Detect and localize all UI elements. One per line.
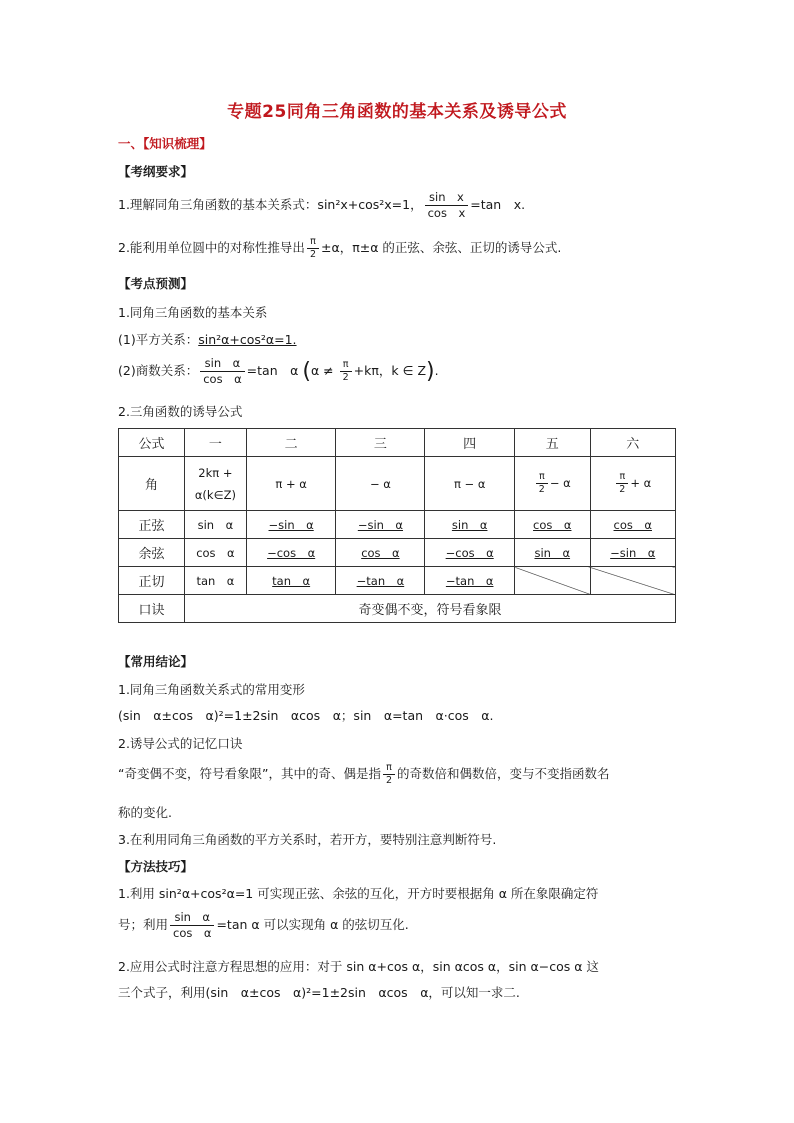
table-row-tangent [119, 567, 676, 595]
fraction-denominator: cos α [203, 372, 242, 386]
table-cell [425, 539, 515, 567]
quotient-condition: α ≠ [310, 363, 338, 378]
table-header-cell: 一 [185, 429, 247, 457]
table-cell: sin α [185, 511, 247, 539]
table-cell [336, 511, 425, 539]
answer-blank: −sin α [268, 517, 314, 532]
table-cell: − α [336, 457, 425, 511]
answer-blank: −sin α [610, 545, 656, 560]
conclusion-item-2: 2.诱导公式的记忆口诀 [118, 736, 243, 751]
table-cell [590, 511, 675, 539]
fraction-denominator: 2 [309, 249, 316, 260]
conclusion-item-2-text [118, 762, 610, 787]
answer-blank: sin α [534, 545, 571, 560]
answer-blank: −tan α [356, 573, 405, 588]
quotient-relation-label: (2)商数关系： [118, 363, 199, 378]
table-header-cell: 四 [425, 429, 515, 457]
induction-formula-table [118, 428, 676, 623]
fraction-denominator: cos x [427, 206, 466, 220]
fraction-numerator: sin α [170, 910, 214, 926]
sin-over-cos-fraction [170, 910, 214, 941]
conclusion-text: “奇变偶不变，符号看象限”，其中的奇、偶是指 [118, 766, 381, 781]
forecast-heading: 【考点预测】 [118, 276, 194, 291]
sin-over-cos-fraction [425, 190, 469, 221]
quotient-period: . [434, 363, 439, 378]
table-cell [185, 457, 247, 511]
forecast-item-2: 2.三角函数的诱导公式 [118, 404, 243, 419]
table-cell: π − α [425, 457, 515, 511]
method-text: 号；利用 [118, 917, 169, 932]
conclusions-heading: 【常用结论】 [118, 654, 194, 669]
conclusion-item-1-formula: (sin α±cos α)²=1±2sin αcos α；sin α=tan α·cos α. [118, 708, 494, 723]
table-cell: tan α [185, 567, 247, 595]
angle-suffix: − α [549, 476, 571, 490]
fraction-numerator: sin α [200, 356, 244, 372]
table-cell [425, 511, 515, 539]
conclusion-item-1: 1.同角三角函数关系式的常用变形 [118, 682, 305, 697]
pi-over-2-fraction [340, 359, 352, 384]
angle-line-1: 2kπ + [198, 465, 233, 480]
table-cell [246, 539, 336, 567]
exam-req-1-text: 1.理解同角三角函数的基本关系式：sin²x+cos²x=1， [118, 197, 423, 212]
table-cell [515, 511, 591, 539]
exam-req-2-suffix: ±α，π±α 的正弦、余弦、正切的诱导公式. [320, 240, 562, 255]
answer-blank: cos α [533, 517, 572, 532]
square-relation-label: (1)平方关系： [118, 332, 199, 347]
table-cell [246, 511, 336, 539]
exam-requirement-2 [118, 236, 561, 261]
method-item-2-cont: 三个式子，利用(sin α±cos α)²=1±2sin αcos α，可以知一求二. [118, 985, 520, 1000]
table-row-sine [119, 511, 676, 539]
table-row-mnemonic [119, 595, 676, 623]
table-cell: cos α [185, 539, 247, 567]
quotient-relation [118, 356, 439, 387]
fraction-denominator: cos α [173, 926, 212, 940]
angle-line-2: α(k∈Z) [194, 487, 236, 502]
table-cell [515, 539, 591, 567]
table-header-cell: 三 [336, 429, 425, 457]
table-cell-empty-diagonal [590, 567, 675, 595]
table-cell [336, 539, 425, 567]
table-cell [425, 567, 515, 595]
answer-blank: sin α [451, 517, 488, 532]
conclusion-text-suffix: 的奇数倍和偶数倍，变与不变指函数名 [397, 766, 610, 781]
table-cell [590, 457, 675, 511]
pi-over-2-fraction [616, 471, 628, 496]
right-paren-icon: ) [426, 359, 435, 384]
fraction-numerator: π [307, 236, 319, 249]
row-label: 余弦 [119, 539, 185, 567]
section-heading-knowledge: 一、【知识梳理】 [118, 136, 212, 151]
forecast-item-1: 1.同角三角函数的基本关系 [118, 305, 268, 320]
quotient-condition-suffix: +kπ，k ∈ Z [353, 363, 427, 378]
answer-blank: −cos α [267, 545, 316, 560]
conclusion-item-2-text-cont: 称的变化. [118, 805, 172, 820]
answer-blank: −cos α [445, 545, 494, 560]
row-label: 角 [119, 457, 185, 511]
fraction-denominator: 2 [385, 775, 392, 786]
table-cell [246, 567, 336, 595]
row-label: 正切 [119, 567, 185, 595]
method-item-1-cont [118, 910, 409, 941]
fraction-numerator: π [616, 471, 628, 484]
left-paren-icon: ( [302, 359, 311, 384]
quotient-equals: =tan α [246, 363, 299, 378]
table-row-cosine [119, 539, 676, 567]
answer-blank: −sin α [357, 517, 404, 532]
table-header-cell: 二 [246, 429, 336, 457]
exam-requirements-heading: 【考纲要求】 [118, 164, 194, 179]
fraction-denominator: 2 [342, 372, 349, 383]
fraction-numerator: π [536, 471, 548, 484]
table-cell [515, 457, 591, 511]
page-title: 专题25同角三角函数的基本关系及诱导公式 [227, 102, 567, 122]
angle-suffix: + α [630, 476, 652, 490]
answer-blank: tan α [272, 573, 311, 588]
pi-over-2-fraction [536, 471, 548, 496]
table-cell [590, 539, 675, 567]
fraction-numerator: sin x [425, 190, 469, 206]
exam-req-1-suffix: =tan x. [470, 197, 526, 212]
pi-over-2-fraction [307, 236, 319, 261]
answer-blank: cos α [613, 517, 652, 532]
method-item-1: 1.利用 sin²α+cos²α=1 可实现正弦、余弦的互化，开方时要根据角 α 所在象限确定符 [118, 886, 599, 901]
row-label: 口诀 [119, 595, 185, 623]
method-item-2: 2.应用公式时注意方程思想的应用：对于 sin α+cos α，sin αcos α，sin α−cos α 这 [118, 959, 599, 974]
square-relation-formula: sin²α+cos²α=1. [198, 332, 297, 347]
fraction-numerator: π [340, 359, 352, 372]
table-header-cell: 六 [590, 429, 675, 457]
method-text-suffix: =tan α 可以实现角 α 的弦切互化. [216, 917, 409, 932]
row-label: 正弦 [119, 511, 185, 539]
fraction-denominator: 2 [619, 484, 626, 495]
mnemonic-cell: 奇变偶不变，符号看象限 [185, 595, 676, 623]
square-relation [118, 330, 297, 348]
table-header-cell: 公式 [119, 429, 185, 457]
quotient-fraction [200, 356, 244, 387]
conclusion-item-3: 3.在利用同角三角函数的平方关系时，若开方，要特别注意判断符号. [118, 832, 497, 847]
table-header-cell: 五 [515, 429, 591, 457]
answer-blank: −tan α [445, 573, 494, 588]
answer-blank: cos α [361, 545, 400, 560]
fraction-numerator: π [383, 762, 395, 775]
table-header-row [119, 429, 676, 457]
exam-req-2-text: 2.能利用单位圆中的对称性推导出 [118, 240, 305, 255]
exam-requirement-1 [118, 190, 525, 221]
pi-over-2-fraction [383, 762, 395, 787]
fraction-denominator: 2 [538, 484, 545, 495]
table-cell: π + α [246, 457, 336, 511]
methods-heading: 【方法技巧】 [118, 859, 194, 874]
table-cell-empty-diagonal [515, 567, 591, 595]
table-cell [336, 567, 425, 595]
table-row-angle [119, 457, 676, 511]
